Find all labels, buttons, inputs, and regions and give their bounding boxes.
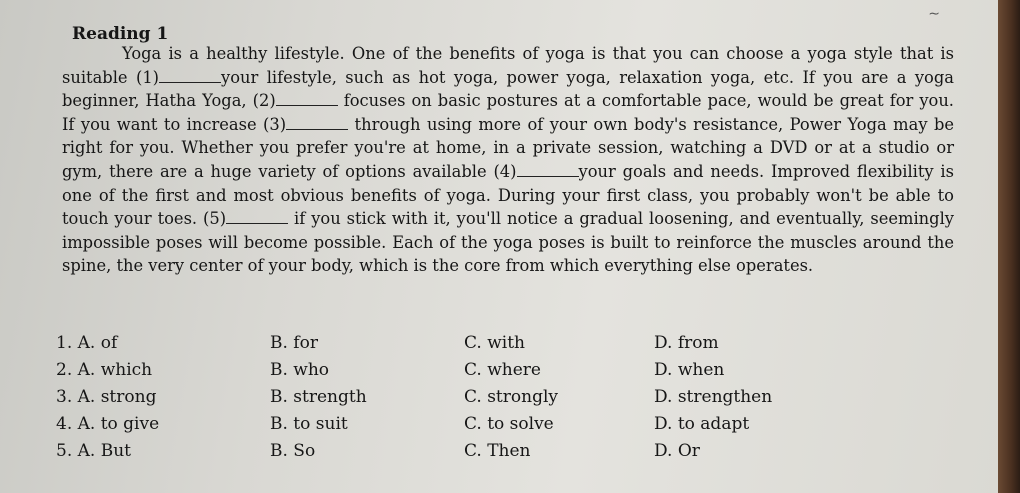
passage-segment: Yoga is a healthy lifestyle. One of the benefits of yoga is that you can choose a yoga style that is suitable (1) [62, 44, 954, 87]
answer-blank-3 [286, 115, 348, 130]
option-c: C. Then [464, 441, 531, 461]
option-d: D. strengthen [654, 387, 773, 407]
option-d: D. to adapt [654, 414, 750, 434]
option-c: C. with [464, 333, 525, 353]
passage-segment: if you stick with it, you'll notice a gradual loosening, and eventually, seemingly impossible poses will become possible. Each of the yoga poses is built to reinforce the muscles around the spine, the very center of your body, which is the core from which everything else operates. [62, 209, 954, 276]
table-edge [998, 0, 1020, 493]
reading-passage [62, 42, 954, 278]
option-b: B. to suit [270, 414, 348, 434]
passage-segment: your lifestyle, such as hot yoga, power yoga, relaxation yoga, etc. If you are a yoga beginner, Hatha Yoga, (2) [62, 67, 954, 111]
pen-mark: ∼ [928, 6, 940, 22]
passage-segment: focuses on basic postures at a comfortable pace, would be great for you. If you want to increase (3) [62, 91, 954, 134]
option-c: C. where [464, 360, 541, 380]
option-b: B. for [270, 333, 318, 353]
option-b: B. who [270, 360, 330, 380]
reading-title: Reading 1 [72, 24, 169, 44]
passage-segment: your goals and needs. Improved flexibility is one of the first and most obvious benefits of yoga. During your first class, you probably won't be able to touch your toes. (5) [62, 161, 954, 229]
option-c: C. to solve [464, 414, 554, 434]
option-b: B. strength [270, 387, 367, 407]
option-d: D. when [654, 360, 725, 380]
option-a: 5. A. But [56, 441, 131, 461]
answer-blank-1 [159, 68, 221, 83]
option-a: 3. A. strong [56, 387, 157, 407]
option-b: B. So [270, 441, 316, 461]
option-a: 4. A. to give [56, 414, 160, 434]
passage-segment: through using more of your own body's resistance, Power Yoga may be right for you. Whether you prefer you're at home, in a private session, watching a DVD or at a studio or gym, there are a huge variety of options available (4) [62, 114, 955, 181]
answer-blank-2 [276, 91, 338, 106]
option-a: 1. A. of [56, 333, 118, 353]
answer-blank-5 [226, 209, 288, 224]
option-c: C. strongly [464, 387, 558, 407]
answer-blank-4 [517, 162, 579, 177]
option-d: D. Or [654, 441, 700, 461]
option-d: D. from [654, 333, 719, 353]
option-a: 2. A. which [56, 360, 153, 380]
